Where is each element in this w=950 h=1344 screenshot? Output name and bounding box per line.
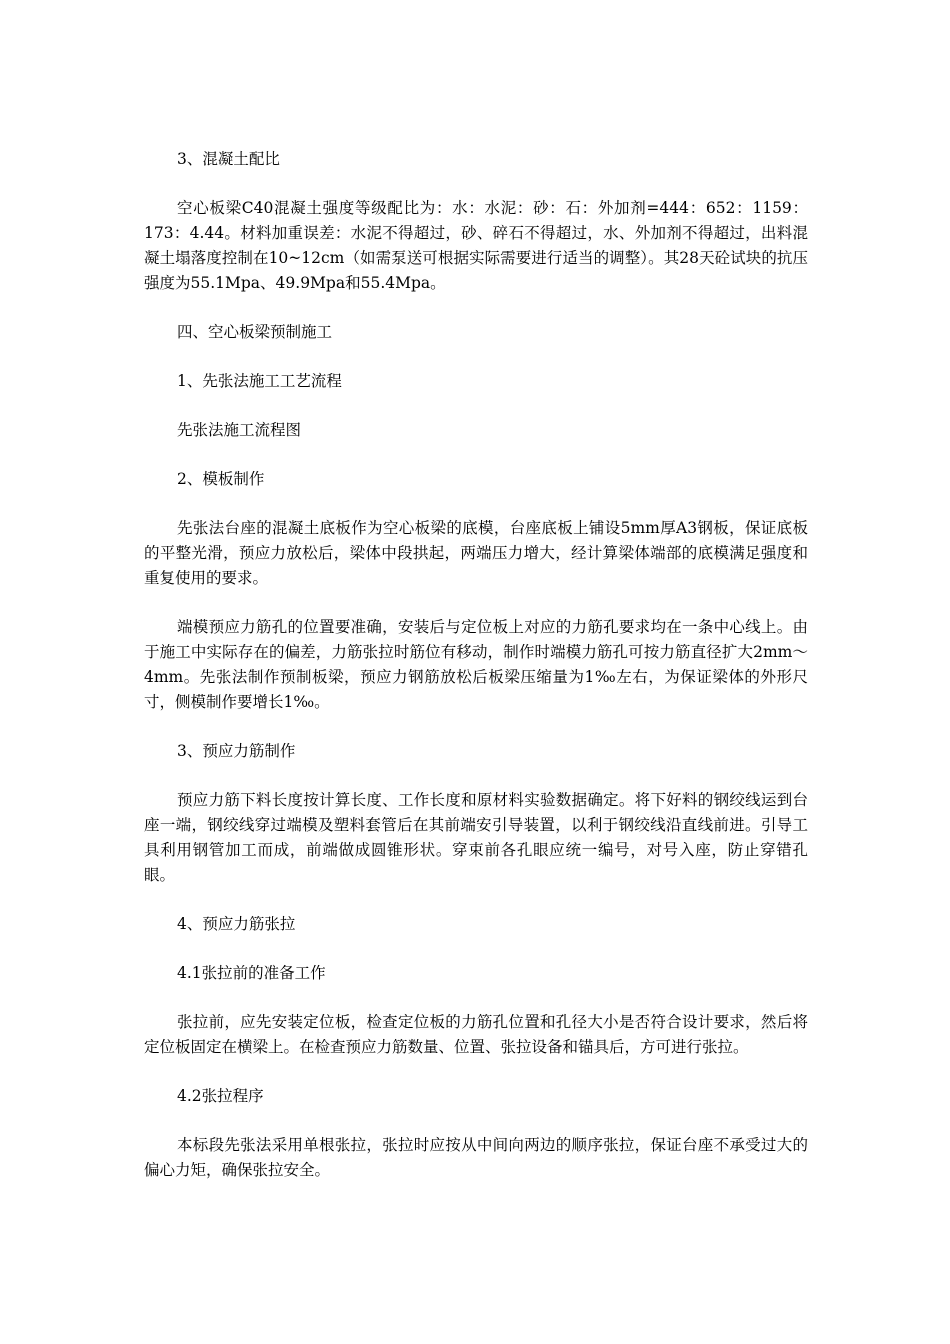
paragraph-mix-ratio: 空心板梁C40混凝土强度等级配比为：水：水泥：砂：石：外加剂=444：652：1159：173：4.44。材料加重误差：水泥不得超过，砂、碎石不得超过，水、外加剂不得超过，出料混凝土塌落度控制在10~12cm（如需泵送可根据实际需要进行适当的调整）。其28天砼试块的抗压强度为55.1Mpa、49.9Mpa和55.4Mpa。 — [144, 199, 808, 292]
section-heading-process-flow: 1、先张法施工工艺流程 — [177, 372, 342, 390]
paragraph-formwork-bottom: 先张法台座的混凝土底板作为空心板梁的底模，台座底板上铺设5mm厚A3钢板，保证底板的平整光滑，预应力放松后，梁体中段拱起，两端压力增大，经计算梁体端部的底模满足强度和重复使用的要求。 — [144, 519, 808, 587]
flowchart-caption: 先张法施工流程图 — [177, 421, 302, 439]
section-heading-mix-ratio: 3、混凝土配比 — [177, 150, 280, 168]
paragraph-preparation: 张拉前，应先安装定位板，检查定位板的力筋孔位置和孔径大小是否符合设计要求，然后将定位板固定在横梁上。在检查预应力筋数量、位置、张拉设备和锚具后，方可进行张拉。 — [144, 1013, 808, 1056]
paragraph-procedure: 本标段先张法采用单根张拉，张拉时应按从中间向两边的顺序张拉，保证台座不承受过大的偏心力矩，确保张拉安全。 — [144, 1136, 808, 1179]
section-heading-tensioning: 4、预应力筋张拉 — [177, 915, 296, 933]
paragraph-tendon-fabrication: 预应力筋下料长度按计算长度、工作长度和原材料实验数据确定。将下好料的钢绞线运到台座一端，钢绞线穿过端模及塑料套管后在其前端安引导装置，以利于钢绞线沿直线前进。引导工具利用钢管加工而成，前端做成圆锥形状。穿束前各孔眼应统一编号，对号入座，防止穿错孔眼。 — [144, 791, 808, 884]
paragraph-formwork-end: 端模预应力筋孔的位置要准确，安装后与定位板上对应的力筋孔要求均在一条中心线上。由于施工中实际存在的偏差，力筋张拉时筋位有移动，制作时端模力筋孔可按力筋直径扩大2mm～4mm。先张法制作预制板梁，预应力钢筋放松后板梁压缩量为1‰左右，为保证梁体的外形尺寸，侧模制作要增长1‰。 — [144, 618, 808, 711]
subsection-heading-procedure: 4.2张拉程序 — [177, 1087, 264, 1105]
section-heading-prefab-construction: 四、空心板梁预制施工 — [177, 323, 333, 341]
document-body — [144, 147, 808, 1207]
section-heading-tendon-fabrication: 3、预应力筋制作 — [177, 742, 296, 760]
subsection-heading-preparation: 4.1张拉前的准备工作 — [177, 964, 326, 982]
section-heading-formwork: 2、模板制作 — [177, 470, 265, 488]
